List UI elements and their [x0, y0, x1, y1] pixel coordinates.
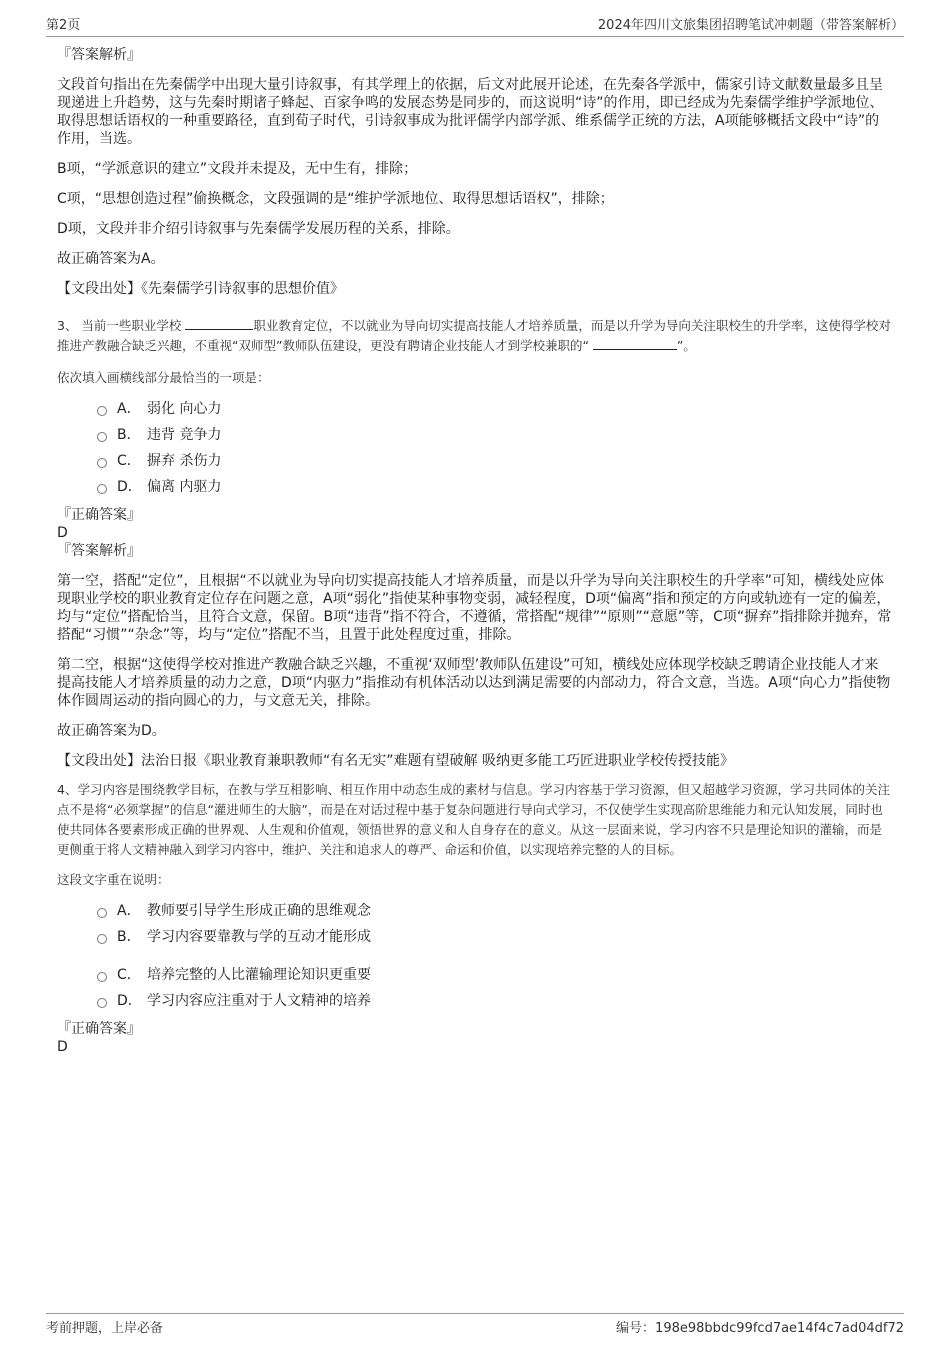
- option-text: 摒弃 杀伤力: [147, 453, 222, 469]
- radio-icon[interactable]: [97, 458, 107, 468]
- analysis-label: 『答案解析』: [57, 47, 141, 63]
- option-letter: A．: [117, 401, 141, 417]
- option-letter: B．: [117, 427, 141, 443]
- document-id: 编号：198e98bbdc99fcd7ae14f4c7ad04df72: [616, 1321, 904, 1336]
- option-text: 学习内容要靠教与学的互动才能形成: [147, 929, 371, 945]
- option-text: 培养完整的人比灌输理论知识更重要: [147, 967, 371, 983]
- option-letter: B．: [117, 929, 141, 945]
- source-citation: 【文段出处】法治日报《职业教育兼职教师“有名无实”难题有望破解 吸纳更多能工巧匠进职业学校传授技能》: [57, 753, 734, 769]
- analysis-paragraph: C项，“思想创造过程”偷换概念，文段强调的是“维护学派地位、取得思想话语权”，排除；: [57, 191, 614, 207]
- page-footer: [46, 1313, 904, 1336]
- option-b[interactable]: [97, 924, 892, 950]
- radio-icon[interactable]: [97, 934, 107, 944]
- radio-icon[interactable]: [97, 908, 107, 918]
- analysis-label: 『答案解析』: [57, 543, 141, 559]
- fill-blank: [593, 336, 677, 350]
- option-list: [97, 396, 892, 500]
- question-prompt: 依次填入画横线部分最恰当的一项是：: [57, 370, 270, 385]
- analysis-paragraph: 第二空，根据“这使得学校对推进产教融合缺乏兴趣，不重视‘双师型’教师队伍建设”可知，横线处应体现学校缺乏聘请企业技能人才来提高技能人才培养质量的动力之意，D项“内驱力”指推动有机体活动以达到满足需要的内部动力，符合文意，当选。A项“向心力”指使物体作圆周运动的指向圆心的力，与文意无关，排除。: [57, 657, 891, 709]
- document-title: 2024年四川文旅集团招聘笔试冲刺题（带答案解析）: [597, 18, 904, 33]
- source-citation: 【文段出处】《先秦儒学引诗叙事的思想价值》: [57, 281, 344, 297]
- page-content: [57, 46, 892, 1056]
- answer-label: 『正确答案』: [57, 507, 141, 523]
- option-letter: C．: [117, 967, 141, 983]
- option-text: 弱化 向心力: [147, 401, 222, 417]
- answer-value: D: [57, 1039, 68, 1055]
- option-letter: D．: [117, 993, 142, 1009]
- option-a[interactable]: [97, 396, 892, 422]
- radio-icon[interactable]: [97, 432, 107, 442]
- option-d[interactable]: [97, 474, 892, 500]
- option-d[interactable]: [97, 988, 892, 1014]
- answer-label: 『正确答案』: [57, 1021, 141, 1037]
- analysis-paragraph: 文段首句指出在先秦儒学中出现大量引诗叙事，有其学理上的依据，后文对此展开论述，在先秦各学派中，儒家引诗文献数量最多且呈现递进上升趋势，这与先秦时期诸子蜂起、百家争鸣的发展态势是同步的，而这说明“诗”的作用，即已经成为先秦儒学维护学派地位、取得思想话语权的一种重要路径，直到荀子时代，引诗叙事成为批评儒学内部学派、维系儒学正统的方法，A项能够概括文段中“诗”的作用，当选。: [57, 77, 884, 147]
- option-text: 违背 竞争力: [147, 427, 222, 443]
- question-prompt: 这段文字重在说明：: [57, 872, 170, 887]
- option-b[interactable]: [97, 422, 892, 448]
- page-header: [46, 14, 904, 37]
- option-letter: D．: [117, 479, 142, 495]
- option-c[interactable]: [97, 448, 892, 474]
- radio-icon[interactable]: [97, 406, 107, 416]
- option-text: 教师要引导学生形成正确的思维观念: [147, 903, 371, 919]
- stem-part: 3、 当前一些职业学校: [57, 318, 186, 333]
- analysis-paragraph: B项，“学派意识的建立”文段并未提及，无中生有，排除；: [57, 161, 418, 177]
- option-list: [97, 898, 892, 1014]
- radio-icon[interactable]: [97, 998, 107, 1008]
- analysis-paragraph: D项，文段并非介绍引诗叙事与先秦儒学发展历程的关系，排除。: [57, 221, 460, 237]
- radio-icon[interactable]: [97, 972, 107, 982]
- option-text: 偏离 内驱力: [147, 479, 222, 495]
- stem-part: ”。: [676, 338, 696, 353]
- fill-blank: [185, 316, 253, 330]
- stem-part: 职业教育定位，不以就业为导向切实提高技能人才培养质量，而是以升学为导向关注职校生的升学率，这使得学校对推进产教融合缺乏兴趣，不重视“双师型”教师队伍建设，更没有聘请企业技能人才到学校兼职的“: [57, 318, 891, 353]
- question-stem: 4、学习内容是围绕教学目标，在教与学互相影响、相互作用中动态生成的素材与信息。学习内容基于学习资源，但又超越学习资源，学习共同体的关注点不是将“必须掌握”的信息“灌进师生的大脑”，而是在对话过程中基于复杂问题进行导向式学习，不仅使学生实现高阶思维能力和元认知发展，同时也使共同体各要素形成正确的世界观、人生观和价值观，领悟世界的意义和人自身存在的意义。从这一层面来说，学习内容不只是理论知识的灌输，而是更侧重于将人文精神融入到学习内容中，维护、关注和追求人的尊严、命运和价值，以实现培养完整的人的目标。: [57, 782, 890, 857]
- conclusion: 故正确答案为D。: [57, 723, 166, 739]
- option-a[interactable]: [97, 898, 892, 924]
- answer-value: D: [57, 525, 68, 541]
- option-letter: C．: [117, 453, 141, 469]
- option-c[interactable]: [97, 962, 892, 988]
- page-number: 第2页: [46, 18, 81, 33]
- radio-icon[interactable]: [97, 484, 107, 494]
- analysis-paragraph: 第一空，搭配“定位”，且根据“不以就业为导向切实提高技能人才培养质量，而是以升学为导向关注职校生的升学率”可知，横线处应体现职业学校的职业教育定位存在问题之意，A项“弱化”指使某种事物变弱，减轻程度，D项“偏离”指和预定的方向或轨迹有一定的偏差，均与“定位”搭配恰当，且符合文意，保留。B项“违背”指不符合，不遵循，常搭配“规律”“原则”“意愿”等，C项“摒弃”指排除并抛弃，常搭配“习惯”“杂念”等，均与“定位”搭配不当，且置于此处程度过重，排除。: [57, 573, 892, 643]
- option-text: 学习内容应注重对于人文精神的培养: [147, 993, 371, 1009]
- footer-slogan: 考前押题，上岸必备: [46, 1321, 164, 1336]
- conclusion: 故正确答案为A。: [57, 251, 165, 267]
- option-letter: A．: [117, 903, 141, 919]
- question-stem: [57, 316, 892, 356]
